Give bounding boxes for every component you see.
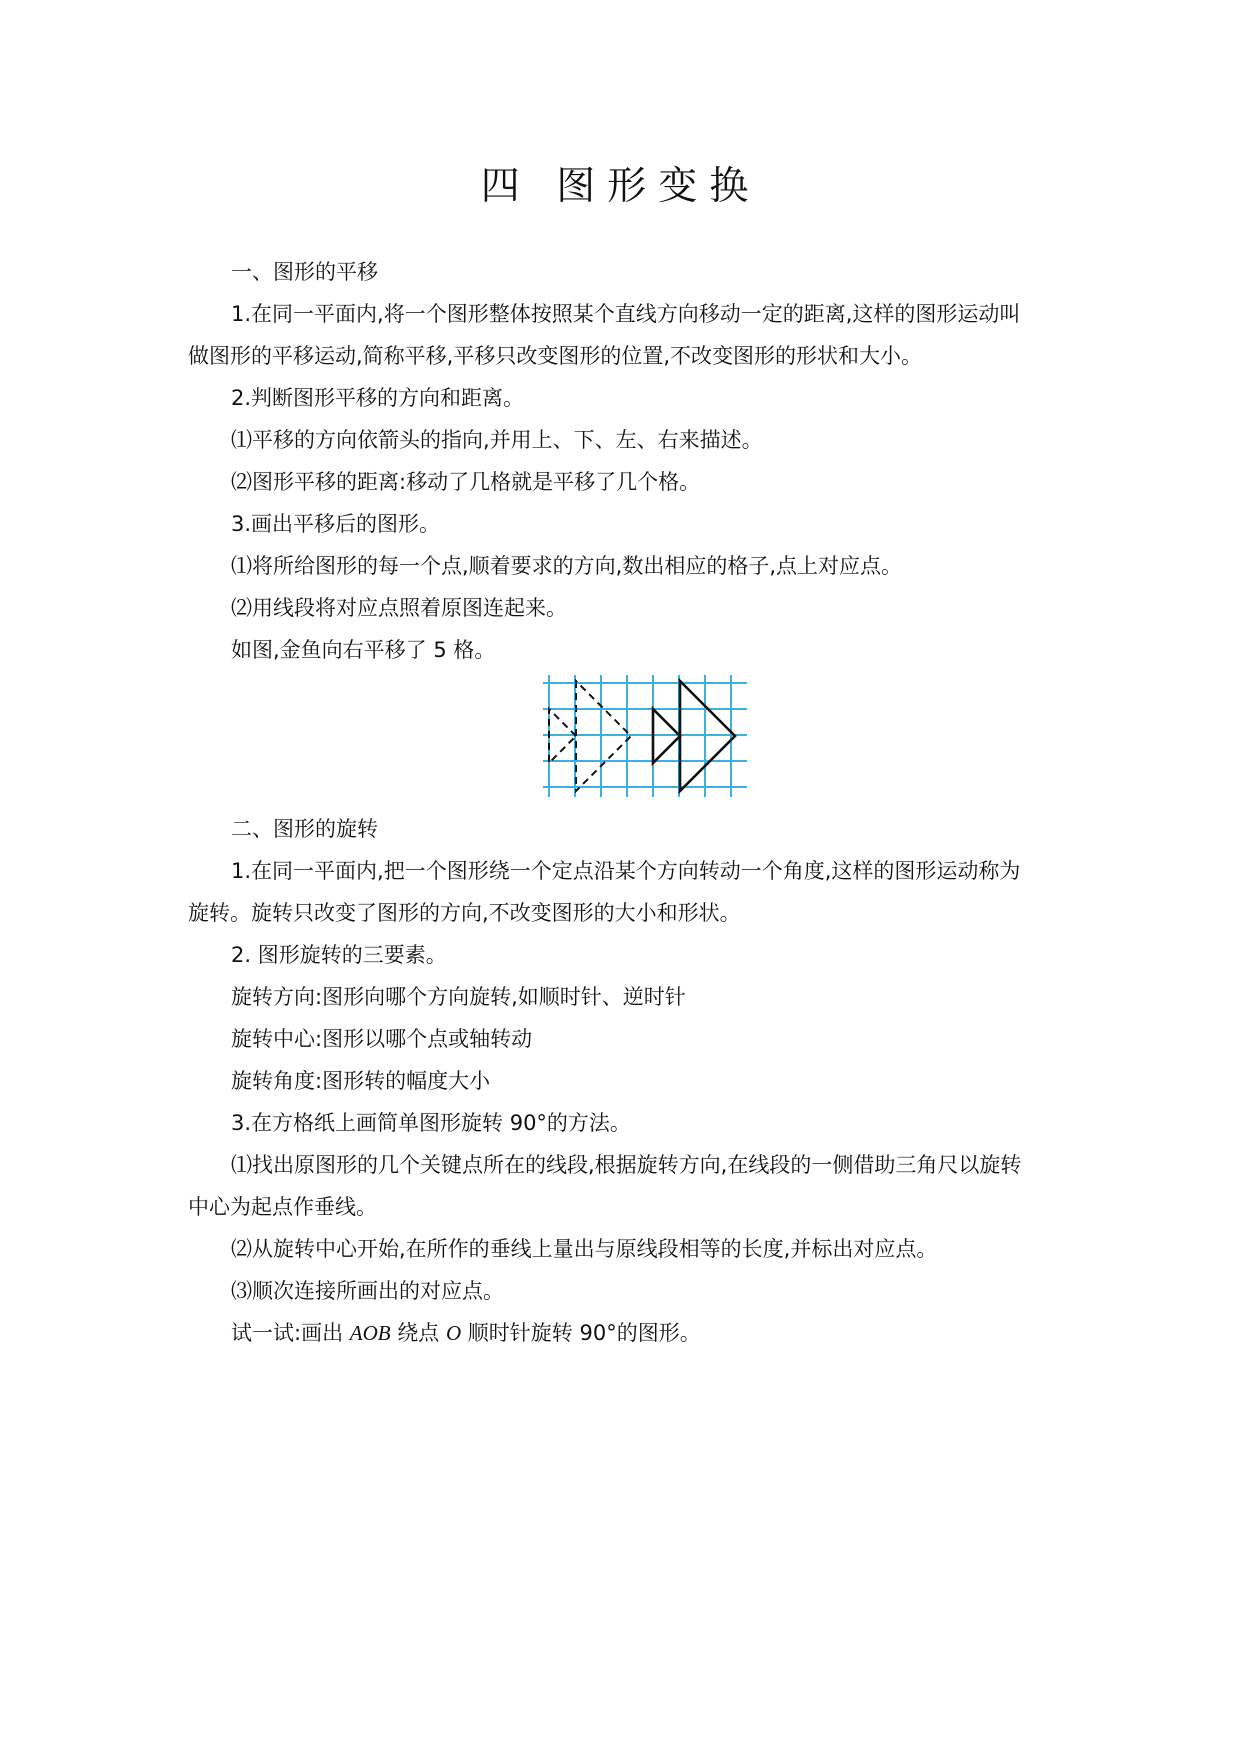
paragraph-rotation-step-2: ⑵从旋转中心开始,在所作的垂线上量出与原线段相等的长度,并标出对应点。 <box>231 1237 938 1261</box>
try-suffix: 顺时针旋转 90°的图形。 <box>461 1321 701 1345</box>
paragraph-try-it <box>231 1318 1101 1348</box>
paragraph-translation-direction: ⑴平移的方向依箭头的指向,并用上、下、左、右来描述。 <box>231 428 763 452</box>
paragraph-translation-draw: 3.画出平移后的图形。 <box>231 512 441 536</box>
paragraph-translation-definition-2: 做图形的平移运动,简称平移,平移只改变图形的位置,不改变图形的形状和大小。 <box>188 344 923 368</box>
paragraph-rotation-step-1b: 中心为起点作垂线。 <box>188 1195 377 1219</box>
try-prefix: 试一试:画出 <box>231 1321 350 1345</box>
paragraph-rotation-step-1a: ⑴找出原图形的几个关键点所在的线段,根据旋转方向,在线段的一侧借助三角尺以旋转 <box>231 1153 1022 1177</box>
paragraph-translation-definition-1: 1.在同一平面内,将一个图形整体按照某个直线方向移动一定的距离,这样的图形运动叫 <box>231 302 1021 326</box>
label-aob: AOB <box>349 1321 391 1345</box>
paragraph-rotation-definition-1: 1.在同一平面内,把一个图形绕一个定点沿某个方向转动一个角度,这样的图形运动称为 <box>231 859 1021 883</box>
paragraph-rotation-direction: 旋转方向:图形向哪个方向旋转,如顺时针、逆时针 <box>231 985 686 1009</box>
paragraph-translation-example: 如图,金鱼向右平移了 5 格。 <box>231 638 496 662</box>
goldfish-translation-figure <box>543 675 747 797</box>
paragraph-rotation-elements: 2. 图形旋转的三要素。 <box>231 943 447 967</box>
page-title: 四 图形变换 <box>480 164 761 209</box>
paragraph-translation-draw-step-1: ⑴将所给图形的每一个点,顺着要求的方向,数出相应的格子,点上对应点。 <box>231 554 903 578</box>
paragraph-rotation-center: 旋转中心:图形以哪个点或轴转动 <box>231 1027 533 1051</box>
paragraph-rotation-step-3: ⑶顺次连接所画出的对应点。 <box>231 1279 504 1303</box>
paragraph-translation-draw-step-2: ⑵用线段将对应点照着原图连起来。 <box>231 596 567 620</box>
grid-lines <box>543 675 747 797</box>
try-mid: 绕点 <box>390 1321 446 1345</box>
paragraph-translation-distance: ⑵图形平移的距离:移动了几格就是平移了几个格。 <box>231 470 701 494</box>
section-heading-translation: 一、图形的平移 <box>231 260 378 284</box>
section-heading-rotation: 二、图形的旋转 <box>231 817 378 841</box>
paragraph-rotation-definition-2: 旋转。旋转只改变了图形的方向,不改变图形的大小和形状。 <box>188 901 741 925</box>
paragraph-translation-judge: 2.判断图形平移的方向和距离。 <box>231 386 525 410</box>
paragraph-rotation-angle: 旋转角度:图形转的幅度大小 <box>231 1069 491 1093</box>
label-o: O <box>445 1321 462 1345</box>
paragraph-rotation-method: 3.在方格纸上画简单图形旋转 90°的方法。 <box>231 1111 631 1135</box>
